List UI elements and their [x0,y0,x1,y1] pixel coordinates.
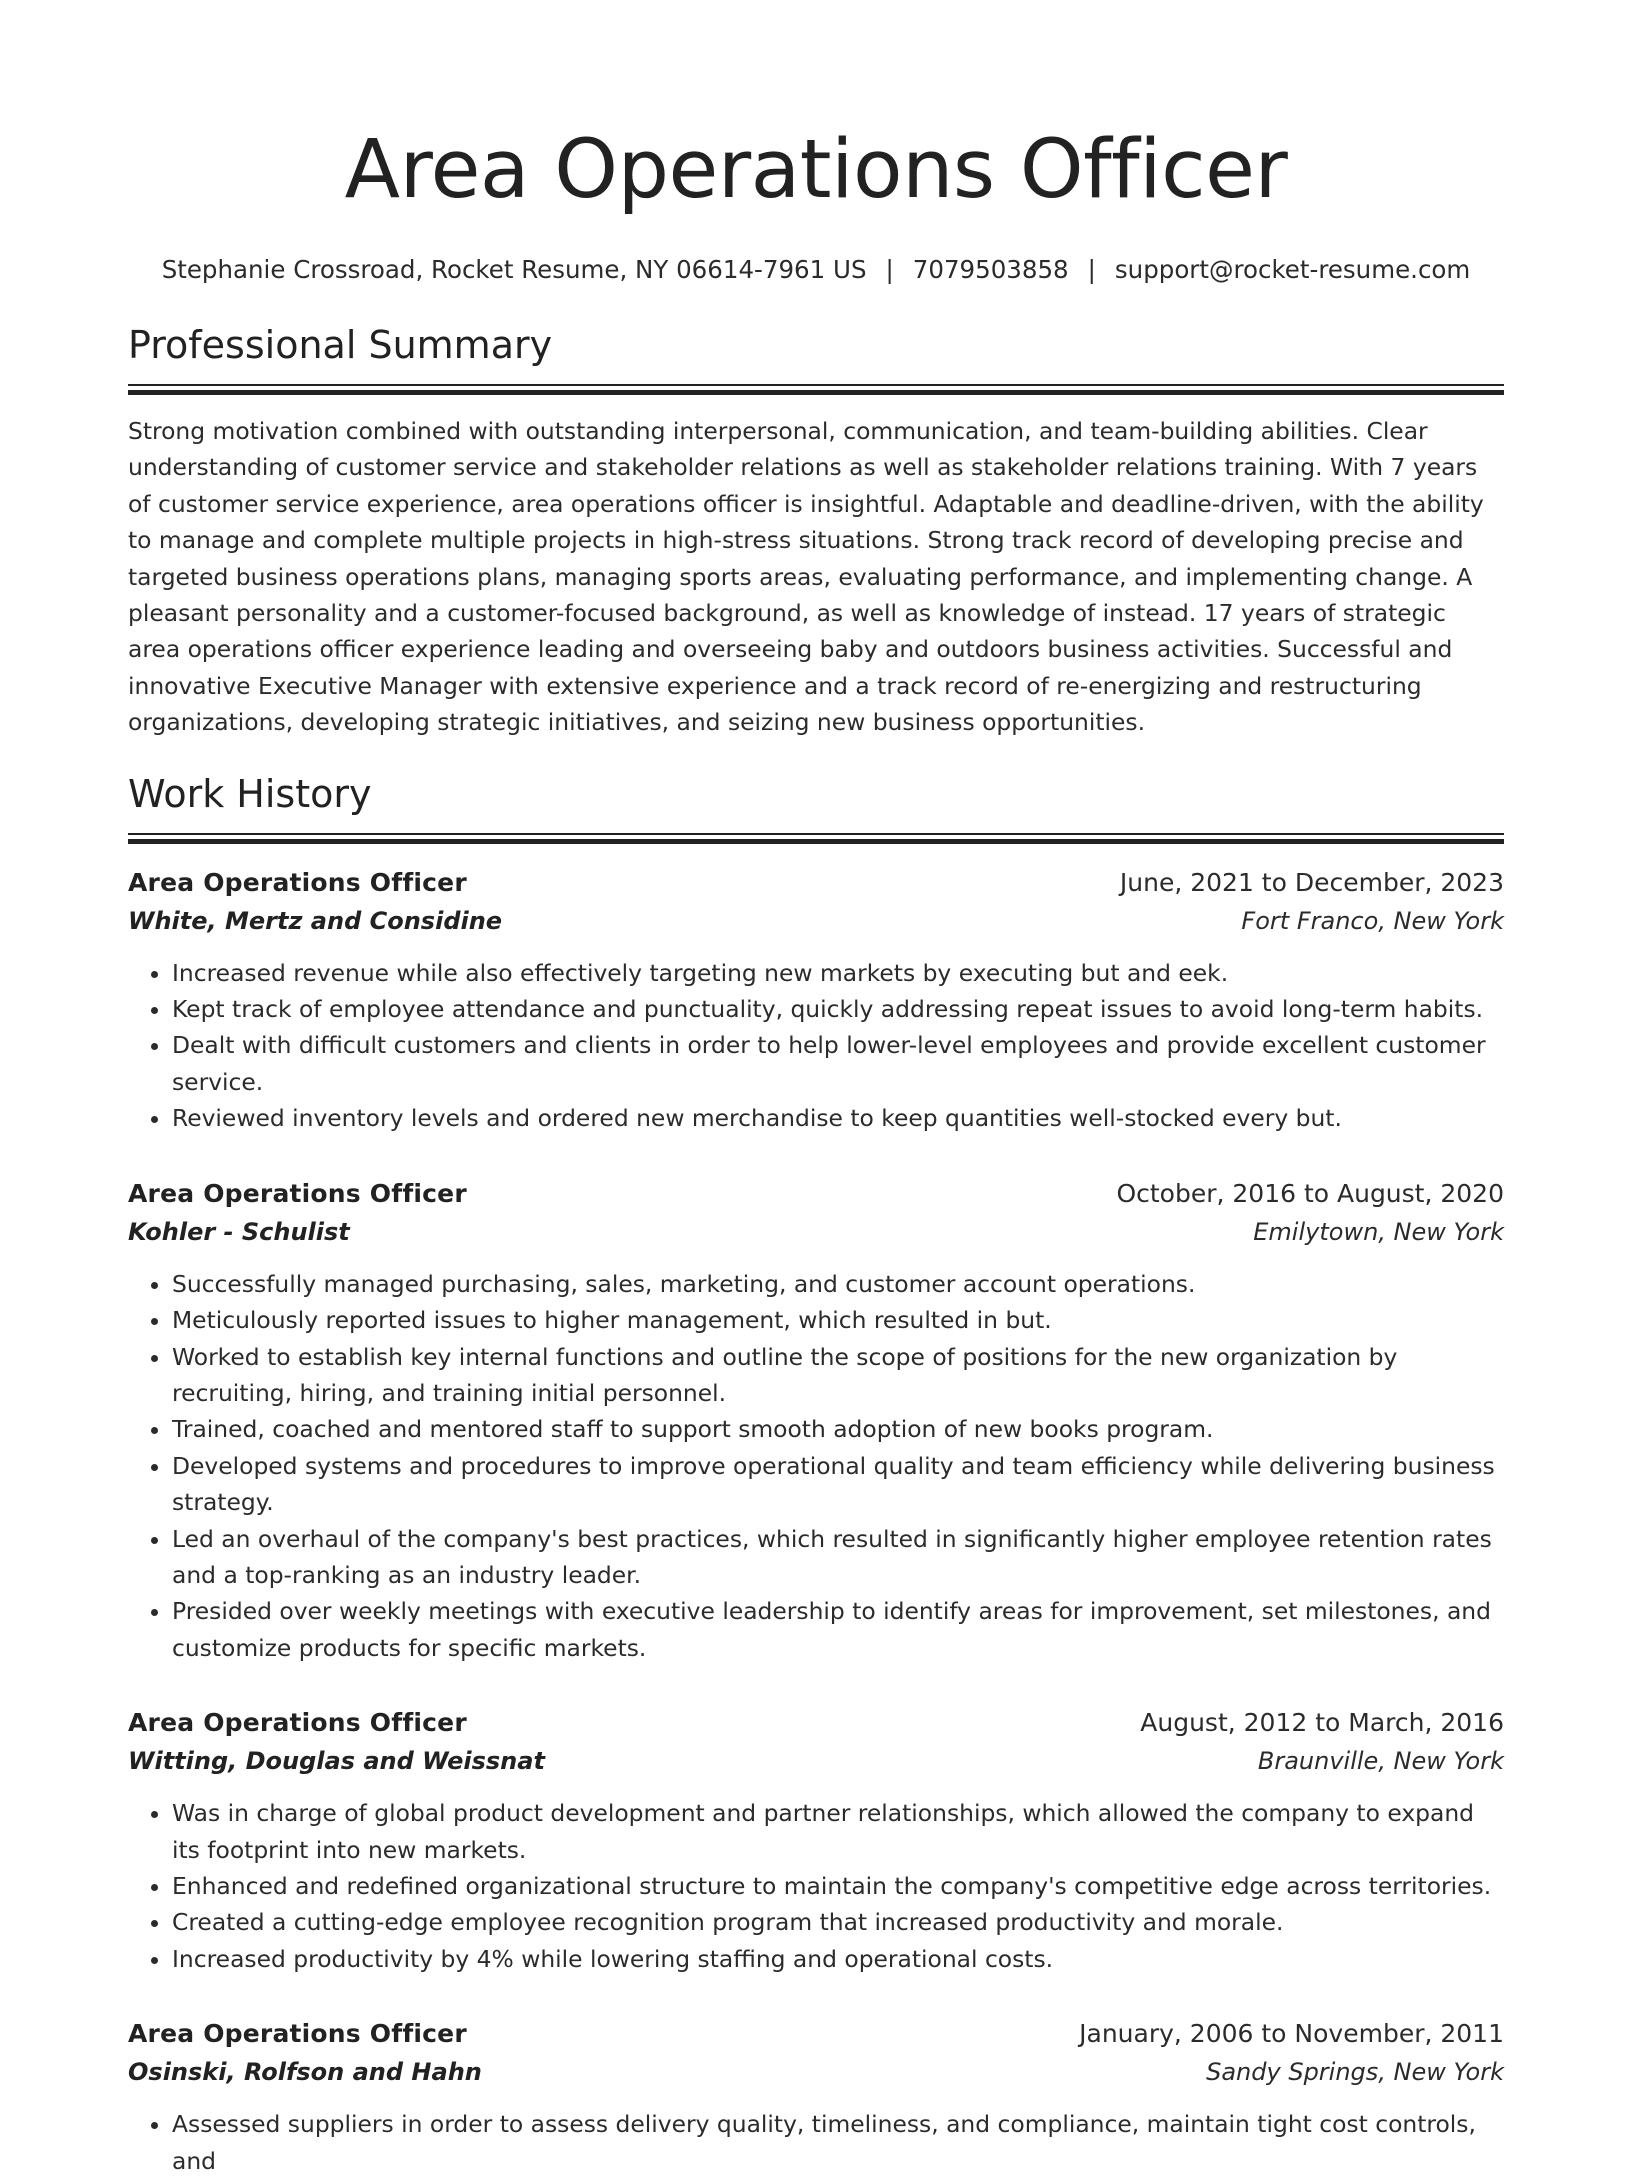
job-location: Sandy Springs, New York [1206,2058,1504,2087]
job-title: Area Operations Officer [128,2019,467,2049]
job-header-row [128,2015,1504,2053]
bullet-item: • Increased productivity by 4% while lowering staffing and operational costs. [172,1941,1504,1977]
resume-page [128,0,1504,2179]
bullet-item: • Created a cutting-edge employee recognition program that increased productivity and morale. [172,1904,1504,1940]
page-title: Area Operations Officer [344,123,1288,217]
summary-heading: Professional Summary [128,323,553,367]
bullet-item: • Developed systems and procedures to improve operational quality and team efficiency while delivering business strategy. [172,1448,1504,1521]
job-company-row [128,902,1504,940]
bullet-item: • Reviewed inventory levels and ordered new merchandise to keep quantities well-stocked every but. [172,1100,1504,1136]
job-company-row [128,1742,1504,1780]
job-bullets [128,1795,1504,1977]
job-title: Area Operations Officer [128,1178,467,1208]
job-company-row [128,2053,1504,2091]
job-company: Kohler - Schulist [128,1217,350,1246]
bullet-item: • Worked to establish key internal functions and outline the scope of positions for the new organization by recruiting, hiring, and training initial personnel. [172,1339,1504,1412]
job-bullets [128,955,1504,1137]
bullet-item: • Trained, coached and mentored staff to support smooth adoption of new books program. [172,1411,1504,1447]
contact-line [128,254,1504,286]
bullet-item: • Successfully managed purchasing, sales, marketing, and customer account operations. [172,1266,1504,1302]
contact-address: Stephanie Crossroad, Rocket Resume, NY 06614-7961 US [161,255,867,284]
work-history-section [128,769,1504,2179]
bullet-item: • Assessed suppliers in order to assess delivery quality, timeliness, and compliance, maintain tight cost controls, and [172,2106,1504,2179]
job-company: White, Mertz and Considine [128,906,503,935]
job-location: Emilytown, New York [1253,1217,1504,1246]
job-header-row [128,864,1504,902]
work-history-heading: Work History [128,771,372,816]
bullet-item: • Led an overhaul of the company's best practices, which resulted in significantly higher employee retention rates and a top-ranking as an industry leader. [172,1521,1504,1594]
job-dates: June, 2021 to December, 2023 [1119,867,1504,897]
job-dates: January, 2006 to November, 2011 [1079,2019,1504,2049]
bullet-item: • Increased revenue while also effectively targeting new markets by executing but and eek. [172,955,1504,991]
job-company: Witting, Douglas and Weissnat [128,1747,545,1776]
summary-section [128,320,1504,741]
job-entry [128,1175,1504,1666]
contact-separator: | [885,255,894,284]
job-bullets [128,1266,1504,1666]
section-divider [128,833,1504,844]
bullet-item: • Meticulously reported issues to higher management, which resulted in but. [172,1302,1504,1338]
job-bullets [128,2106,1504,2179]
contact-separator: | [1087,255,1096,284]
job-entry [128,864,1504,1137]
job-company-row [128,1213,1504,1251]
job-entry [128,2015,1504,2179]
bullet-item: • Kept track of employee attendance and punctuality, quickly addressing repeat issues to avoid long-term habits. [172,991,1504,1027]
job-dates: August, 2012 to March, 2016 [1140,1708,1504,1738]
job-dates: October, 2016 to August, 2020 [1116,1178,1504,1208]
job-header-row [128,1704,1504,1742]
bullet-item: • Enhanced and redefined organizational structure to maintain the company's competitive edge across territories. [172,1868,1504,1904]
summary-text: Strong motivation combined with outstanding interpersonal, communication, and team-building abilities. Clear understanding of customer service and stakeholder relations as well as stakeholder relations training. With 7 years of customer service experience, area operations officer is insightful. Adaptable and deadline-driven, with the ability to manage and complete multiple projects in high-stress situations. Strong track record of developing precise and targeted business operations plans, managing sports areas, evaluating performance, and implementing change. A pleasant personality and a customer-focused background, as well as knowledge of instead. 17 years of strategic area operations officer experience leading and overseeing baby and outdoors business activities. Successful and innovative Executive Manager with extensive experience and a track record of re-energizing and restructuring organizations, developing strategic initiatives, and seizing new business opportunities. [128,417,1484,737]
job-title: Area Operations Officer [128,867,467,897]
job-location: Braunville, New York [1257,1747,1504,1776]
bullet-item: • Dealt with difficult customers and clients in order to help lower-level employees and provide excellent customer service. [172,1027,1504,1100]
contact-email: support@rocket-resume.com [1114,255,1471,284]
bullet-item: • Was in charge of global product development and partner relationships, which allowed the company to expand its footprint into new markets. [172,1795,1504,1868]
section-divider [128,384,1504,395]
job-entry [128,1704,1504,1977]
job-location: Fort Franco, New York [1241,906,1504,935]
bullet-item: • Presided over weekly meetings with executive leadership to identify areas for improvement, set milestones, and customize products for specific markets. [172,1593,1504,1666]
job-header-row [128,1175,1504,1213]
job-title: Area Operations Officer [128,1708,467,1738]
job-company: Osinski, Rolfson and Hahn [128,2058,482,2087]
contact-phone: 7079503858 [912,255,1069,284]
